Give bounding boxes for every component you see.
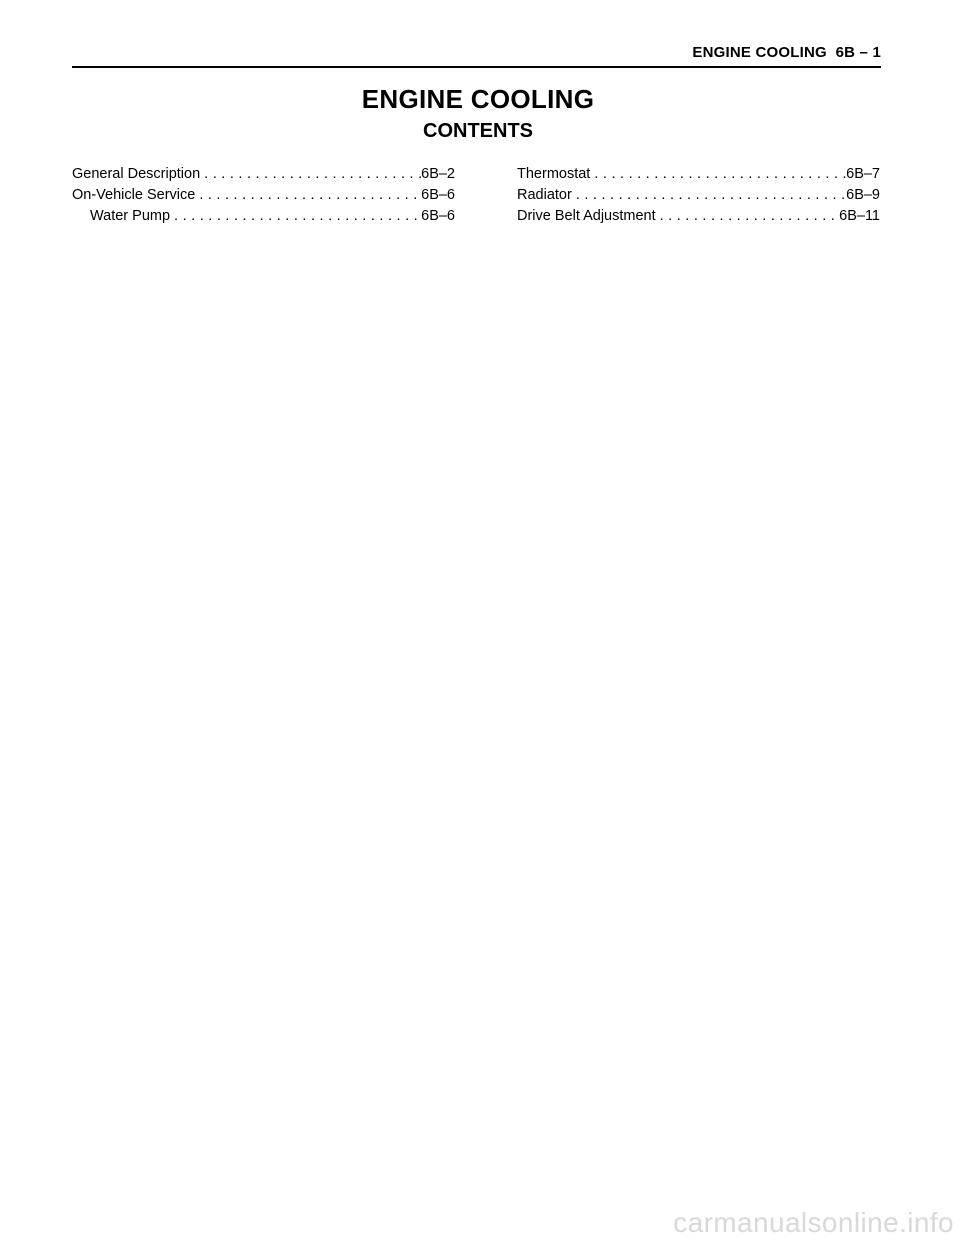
toc-entry-on-vehicle-service[interactable]: [72, 185, 455, 206]
running-header: ENGINE COOLING 6B – 1: [692, 44, 881, 61]
toc-entry-label: Water Pump: [90, 208, 171, 224]
toc-entry-thermostat[interactable]: [517, 164, 880, 185]
toc-entry-label: Drive Belt Adjustment: [517, 208, 656, 224]
toc-entry-label: Radiator: [517, 187, 572, 203]
toc-entry-label: On-Vehicle Service: [72, 187, 196, 203]
dot-leader: [195, 185, 421, 206]
dot-leader: [656, 206, 840, 227]
header-rule: [72, 66, 881, 68]
dot-leader: [590, 164, 846, 185]
toc-entry-label: Thermostat: [517, 166, 591, 182]
toc-left-column: [72, 164, 455, 227]
contents-heading: CONTENTS: [423, 120, 533, 142]
toc-entry-general-description[interactable]: [72, 164, 455, 185]
dot-leader: [170, 206, 421, 227]
dot-leader: [200, 164, 421, 185]
toc-entry-page: 6B–7: [846, 166, 880, 182]
toc-entry-page: 6B–6: [421, 187, 455, 203]
toc-entry-page: 6B–11: [839, 208, 880, 224]
toc-right-column: [517, 164, 880, 227]
toc-entry-radiator[interactable]: [517, 185, 880, 206]
toc-entry-water-pump[interactable]: [72, 206, 455, 227]
toc-entry-label: General Description: [72, 166, 201, 182]
toc-entry-page: 6B–2: [421, 166, 455, 182]
watermark: carmanualsonline.info: [673, 1207, 954, 1238]
dot-leader: [572, 185, 846, 206]
toc-entry-page: 6B–6: [421, 208, 455, 224]
toc-entry-drive-belt-adjustment[interactable]: [517, 206, 880, 227]
toc-entry-page: 6B–9: [846, 187, 880, 203]
document-title: ENGINE COOLING: [361, 84, 595, 114]
